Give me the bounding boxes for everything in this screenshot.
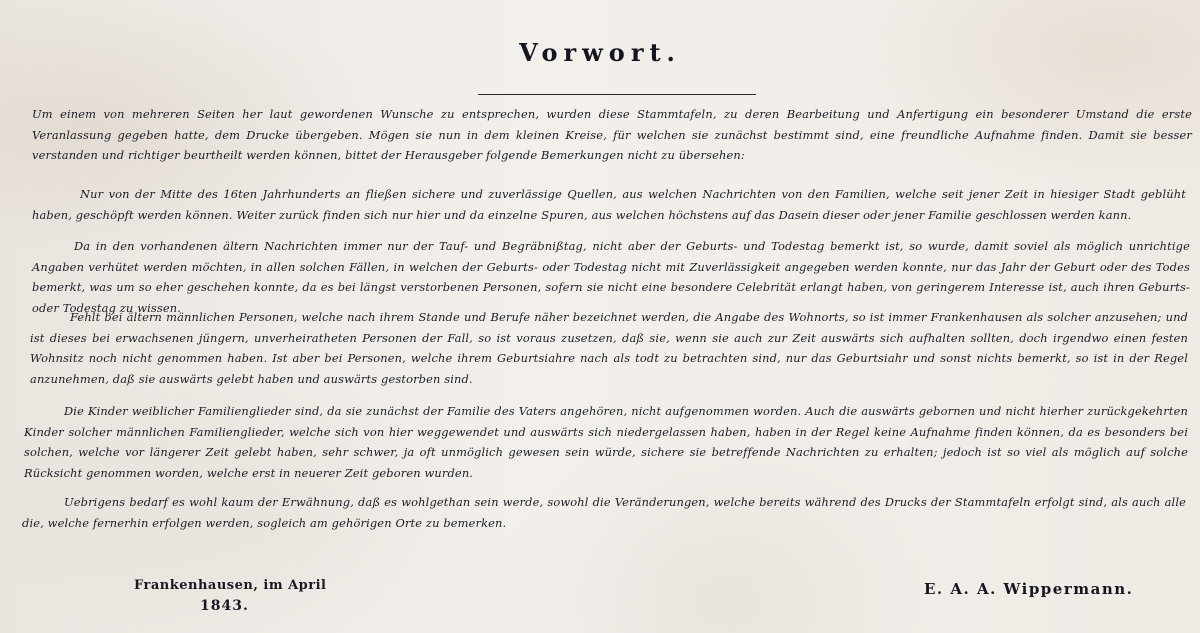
year: 1843. xyxy=(200,598,249,614)
paragraph-4: Fehlt bei ältern männlichen Personen, welche nach ihrem Stande und Berufe näher bezeichnet werden, die Angabe des Wohnorts, so ist immer Frankenhausen als solcher anzusehen; und ist dieses bei erwachsenen jüngern, unverheiratheten Personen der Fall, so ist voraus zusetzen, daß sie, wenn sie auch zur Zeit auswärts sich aufhalten sollten, doch irgendwo einen festen Wohnsitz noch nicht genommen haben. Ist aber bei Personen, welche ihrem Geburtsiahre nach als todt zu betrachten sind, nur das Geburtsiahr und sonst nichts bemerkt, so ist in der Regel anzunehmen, daß sie auswärts gelebt haben und auswärts gestorben sind. xyxy=(30,310,1188,386)
paragraph-1: Um einem von mehreren Seiten her laut gewordenen Wunsche zu entsprechen, wurden diese Stammtafeln, zu deren Bearbeitung und Anfertigung ein besonderer Umstand die erste Veranlassung gegeben hatte, dem Drucke übergeben. Mögen sie nun in dem kleinen Kreise, für welchen sie zunächst bestimmt sind, eine freundliche Aufnahme finden. Damit sie besser verstanden und richtiger beurtheilt werden können, bittet der Herausgeber folgende Bemerkungen nicht zu übersehen: xyxy=(32,107,1192,162)
paragraph-3: Da in den vorhandenen ältern Nachrichten immer nur der Tauf- und Begräbnißtag, nicht aber der Geburts- und Todestag bemerkt ist, so wurde, damit soviel als möglich unrichtige Angaben verhütet werden möchten, in allen solchen Fällen, in welchen der Geburts- oder Todestag nicht mit Zuverlässigkeit angegeben werden konnte, nur das Jahr der Geburt oder des Todes bemerkt, was um so eher geschehen konnte, da es bei längst verstorbenen Personen, sofern sie nicht eine besondere Celebrität erlangt haben, von geringerem Interesse ist, auch ihren Geburts- oder Todestag zu wissen. xyxy=(32,239,1190,315)
author-signature: E. A. A. Wippermann. xyxy=(924,580,1134,598)
paragraph-6: Uebrigens bedarf es wohl kaum der Erwähnung, daß es wohlgethan sein werde, sowohl die Veränderungen, welche bereits während des Drucks der Stammtafeln erfolgt sind, als auch alle die, welche fernerhin erfolgen werden, sogleich am gehörigen Orte zu bemerken. xyxy=(22,495,1186,530)
document-title: Vorwort. xyxy=(519,38,681,67)
place-date: Frankenhausen, im April xyxy=(134,578,327,593)
title-underline xyxy=(478,94,756,95)
paragraph-5: Die Kinder weiblicher Familienglieder sind, da sie zunächst der Familie des Vaters angehören, nicht aufgenommen worden. Auch die auswärts gebornen und nicht hierher zurückgekehrten Kinder solcher männlichen Familienglieder, welche sich von hier weggewendet und auswärts sich niedergelassen haben, haben in der Regel keine Aufnahme finden können, da es besonders bei solchen, welche vor längerer Zeit gelebt haben, sehr schwer, ja oft unmöglich gewesen sein würde, sichere sie betreffende Nachrichten zu erhalten; jedoch ist so viel als möglich auf solche Rücksicht genommen worden, welche erst in neuerer Zeit geboren wurden. xyxy=(24,404,1188,480)
paragraph-2: Nur von der Mitte des 16ten Jahrhunderts an fließen sichere und zuverlässige Quellen, aus welchen Nachrichten von den Familien, welche seit jener Zeit in hiesiger Stadt geblüht haben, geschöpft werden können. Weiter zurück finden sich nur hier und da einzelne Spuren, aus welchen höchstens auf das Dasein dieser oder jener Familie geschlossen werden kann. xyxy=(32,187,1186,222)
